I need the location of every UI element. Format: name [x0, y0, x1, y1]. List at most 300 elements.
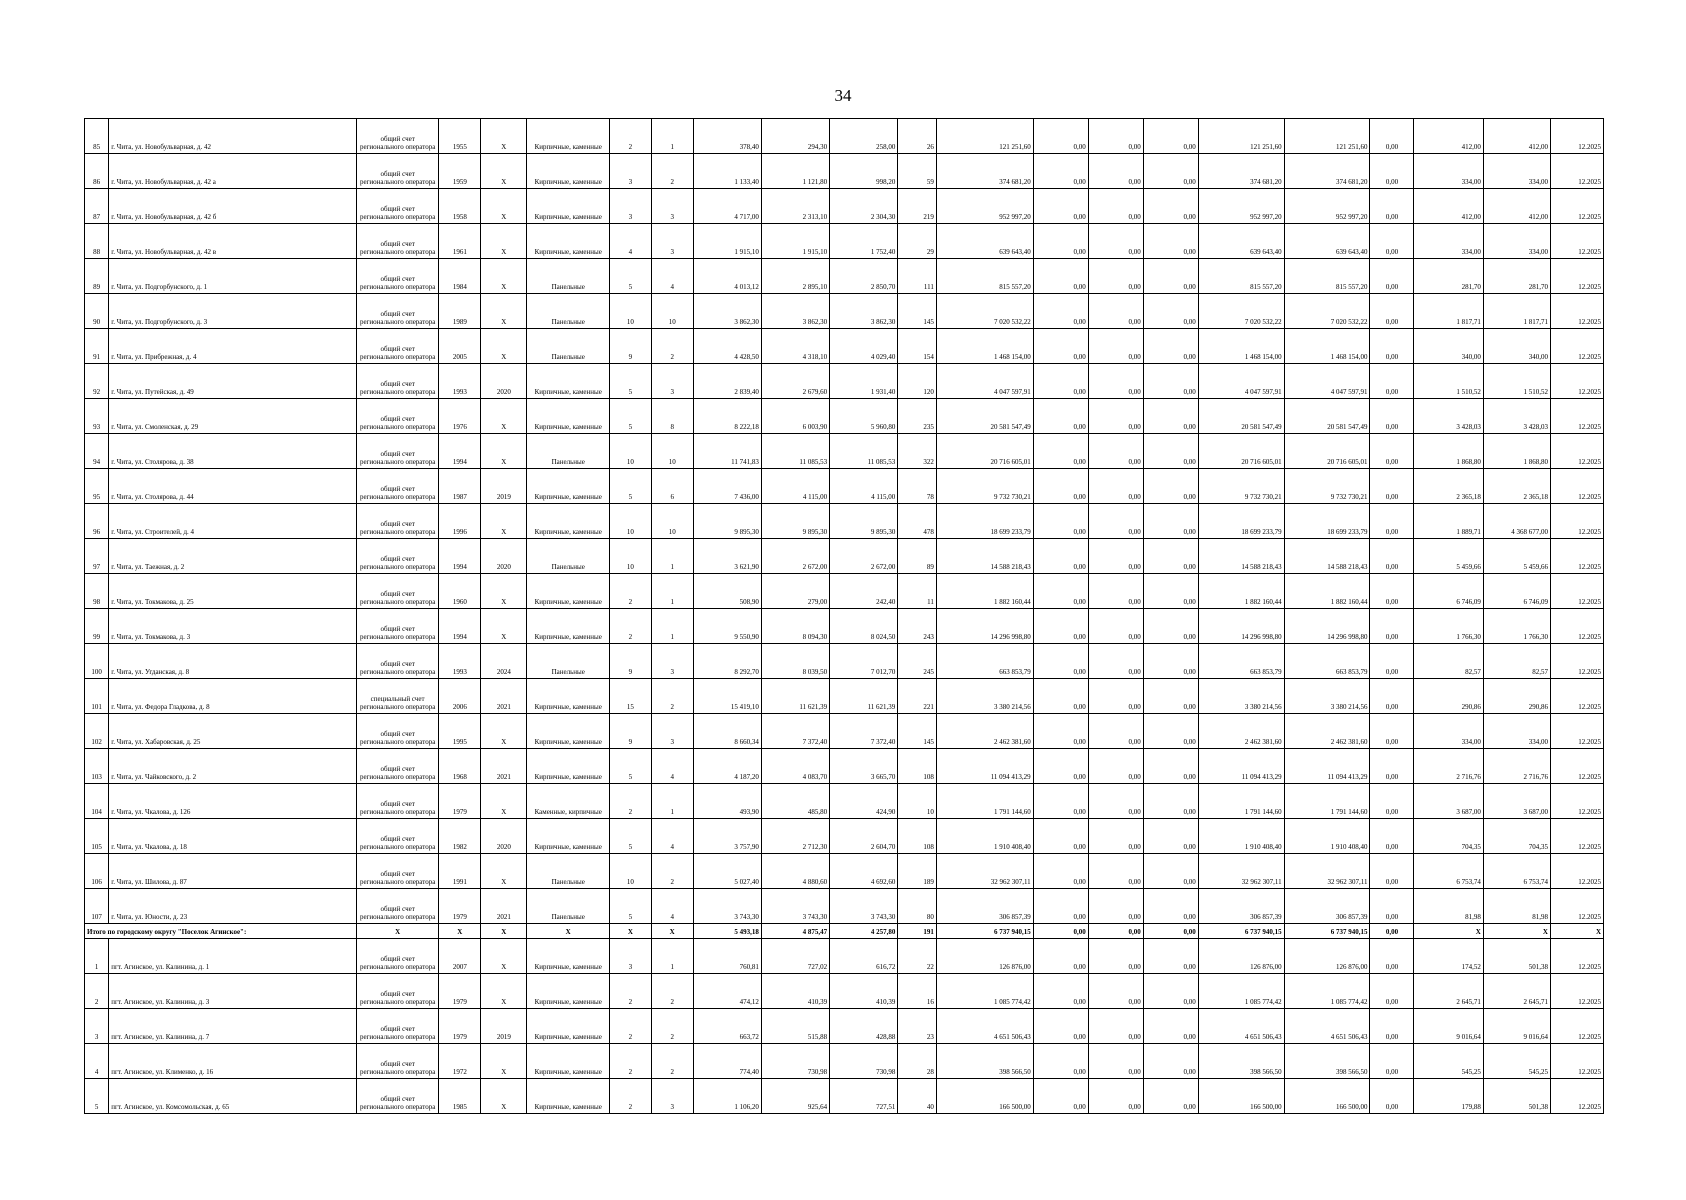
cell-unit-max: 3 428,03 [1483, 399, 1550, 434]
cell-f5: 126 876,00 [1284, 939, 1370, 974]
cell-f5: 306 857,39 [1284, 889, 1370, 924]
cell-unit-cost: 545,25 [1414, 1044, 1483, 1079]
cell-f4: 32 962 307,11 [1198, 854, 1284, 889]
cell-entrances: 1 [651, 784, 693, 819]
cell-area-total: 3 757,90 [693, 819, 761, 854]
cell-residents: 145 [898, 294, 937, 329]
table-row [85, 609, 1604, 644]
cell-f1: 0,00 [1033, 434, 1088, 469]
cell-unit-cost: 5 459,66 [1414, 539, 1483, 574]
cell-year-repair: X [481, 609, 527, 644]
cell-address: г. Чита, ул. Хабаровская, д. 25 [109, 714, 357, 749]
cell-entrances: 4 [651, 889, 693, 924]
cell-area-total: 1 915,10 [693, 224, 761, 259]
cell-f3: 0,00 [1143, 539, 1198, 574]
cell-area-a: 11 621,39 [761, 679, 829, 714]
cell-address: г. Чита, ул. Подгорбунского, д. 1 [109, 259, 357, 294]
cell-f1: 0,00 [1033, 504, 1088, 539]
cell-f2: 0,00 [1088, 819, 1143, 854]
cell-year-built: 1994 [439, 609, 481, 644]
cell-unit-max: 2 645,71 [1483, 974, 1550, 1009]
cell-account: общий счет регионального оператора [356, 294, 439, 329]
cell-deadline: 12.2025 [1550, 294, 1603, 329]
cell-area-b: 9 895,30 [830, 504, 898, 539]
cell-year-built: 1959 [439, 154, 481, 189]
cell-f6: 0,00 [1370, 364, 1414, 399]
cell-address: г. Чита, ул. Новобульварная, д. 42 б [109, 189, 357, 224]
cell-area-b: 7 372,40 [830, 714, 898, 749]
cell-account: общий счет регионального оператора [356, 644, 439, 679]
cell-f5: 4 651 506,43 [1284, 1009, 1370, 1044]
cell-f3: 0,00 [1143, 294, 1198, 329]
cell-floors: 10 [609, 504, 651, 539]
table-row [85, 399, 1604, 434]
total-cell-f3: 0,00 [1143, 924, 1198, 939]
cell-material: Кирпичные, каменные [527, 749, 610, 784]
cell-area-total: 493,90 [693, 784, 761, 819]
cell-account: специальный счет регионального оператора [356, 679, 439, 714]
cell-f2: 0,00 [1088, 434, 1143, 469]
total-cell-f2: 0,00 [1088, 924, 1143, 939]
cell-account: общий счет регионального оператора [356, 854, 439, 889]
cell-material: Кирпичные, каменные [527, 1079, 610, 1114]
cell-area-a: 4 880,60 [761, 854, 829, 889]
cell-f4: 14 296 998,80 [1198, 609, 1284, 644]
cell-area-b: 428,88 [830, 1009, 898, 1044]
cell-cost-total: 7 020 532,22 [936, 294, 1033, 329]
cell-f6: 0,00 [1370, 854, 1414, 889]
cell-year-repair: X [481, 259, 527, 294]
cell-unit-max: 334,00 [1483, 714, 1550, 749]
cell-f5: 11 094 413,29 [1284, 749, 1370, 784]
cell-address: г. Чита, ул. Токмакова, д. 25 [109, 574, 357, 609]
cell-residents: 40 [898, 1079, 937, 1114]
cell-f2: 0,00 [1088, 294, 1143, 329]
cell-address: г. Чита, ул. Подгорбунского, д. 3 [109, 294, 357, 329]
cell-residents: 219 [898, 189, 937, 224]
cell-address: пгт. Агинское, ул. Калинина, д. 7 [109, 1009, 357, 1044]
table-row [85, 854, 1604, 889]
cell-f3: 0,00 [1143, 399, 1198, 434]
cell-f4: 306 857,39 [1198, 889, 1284, 924]
cell-floors: 2 [609, 574, 651, 609]
cell-entrances: 10 [651, 434, 693, 469]
cell-residents: 145 [898, 714, 937, 749]
cell-account: общий счет регионального оператора [356, 889, 439, 924]
cell-year-built: 1985 [439, 1079, 481, 1114]
cell-f2: 0,00 [1088, 504, 1143, 539]
cell-year-built: 1979 [439, 889, 481, 924]
cell-f5: 14 296 998,80 [1284, 609, 1370, 644]
cell-f6: 0,00 [1370, 644, 1414, 679]
cell-f4: 1 882 160,44 [1198, 574, 1284, 609]
cell-f6: 0,00 [1370, 154, 1414, 189]
cell-year-built: 1994 [439, 434, 481, 469]
cell-f2: 0,00 [1088, 329, 1143, 364]
cell-material: Кирпичные, каменные [527, 714, 610, 749]
cell-account: общий счет регионального оператора [356, 749, 439, 784]
cell-deadline: 12.2025 [1550, 1079, 1603, 1114]
cell-f2: 0,00 [1088, 574, 1143, 609]
cell-area-total: 8 292,70 [693, 644, 761, 679]
total-cell-f1: 0,00 [1033, 924, 1088, 939]
cell-address: г. Чита, ул. Шилова, д. 87 [109, 854, 357, 889]
cell-entrances: 1 [651, 119, 693, 154]
cell-unit-cost: 1 817,71 [1414, 294, 1483, 329]
cell-entrances: 1 [651, 939, 693, 974]
cell-floors: 2 [609, 974, 651, 1009]
cell-material: Кирпичные, каменные [527, 574, 610, 609]
table-row [85, 939, 1604, 974]
cell-f2: 0,00 [1088, 939, 1143, 974]
cell-f6: 0,00 [1370, 1044, 1414, 1079]
table-body [85, 119, 1604, 1114]
cell-area-total: 2 839,40 [693, 364, 761, 399]
table-row [85, 189, 1604, 224]
cell-f6: 0,00 [1370, 504, 1414, 539]
cell-year-built: 1955 [439, 119, 481, 154]
cell-f1: 0,00 [1033, 749, 1088, 784]
cell-f5: 9 732 730,21 [1284, 469, 1370, 504]
cell-residents: 59 [898, 154, 937, 189]
cell-floors: 5 [609, 749, 651, 784]
cell-f4: 4 047 597,91 [1198, 364, 1284, 399]
cell-f1: 0,00 [1033, 784, 1088, 819]
cell-f6: 0,00 [1370, 819, 1414, 854]
cell-account: общий счет регионального оператора [356, 974, 439, 1009]
cell-floors: 5 [609, 469, 651, 504]
cell-year-repair: 2020 [481, 364, 527, 399]
cell-area-total: 4 717,00 [693, 189, 761, 224]
cell-account: общий счет регионального оператора [356, 259, 439, 294]
cell-year-built: 1960 [439, 574, 481, 609]
cell-area-total: 15 419,10 [693, 679, 761, 714]
cell-floors: 2 [609, 609, 651, 644]
cell-cost-total: 398 566,50 [936, 1044, 1033, 1079]
cell-cost-total: 11 094 413,29 [936, 749, 1033, 784]
cell-area-a: 1 915,10 [761, 224, 829, 259]
total-cell-f6: 0,00 [1370, 924, 1414, 939]
cell-deadline: 12.2025 [1550, 679, 1603, 714]
cell-unit-max: 501,38 [1483, 1079, 1550, 1114]
cell-unit-max: 9 016,64 [1483, 1009, 1550, 1044]
cell-f5: 952 997,20 [1284, 189, 1370, 224]
cell-year-built: 1987 [439, 469, 481, 504]
cell-area-a: 1 121,80 [761, 154, 829, 189]
cell-f2: 0,00 [1088, 854, 1143, 889]
cell-address: г. Чита, ул. Чайковского, д. 2 [109, 749, 357, 784]
cell-unit-max: 1 868,80 [1483, 434, 1550, 469]
cell-material: Кирпичные, каменные [527, 469, 610, 504]
cell-address: пгт. Агинское, ул. Калинина, д. 1 [109, 939, 357, 974]
cell-material: Кирпичные, каменные [527, 154, 610, 189]
cell-entrances: 3 [651, 224, 693, 259]
cell-residents: 154 [898, 329, 937, 364]
cell-area-total: 5 027,40 [693, 854, 761, 889]
cell-f4: 374 681,20 [1198, 154, 1284, 189]
cell-unit-max: 6 746,09 [1483, 574, 1550, 609]
cell-account: общий счет регионального оператора [356, 539, 439, 574]
cell-f5: 374 681,20 [1284, 154, 1370, 189]
cell-unit-cost: 1 766,30 [1414, 609, 1483, 644]
cell-material: Панельные [527, 294, 610, 329]
cell-address: г. Чита, ул. Смоленская, д. 29 [109, 399, 357, 434]
cell-year-repair: X [481, 154, 527, 189]
cell-n: 1 [85, 939, 109, 974]
total-cell-deadline: X [1550, 924, 1603, 939]
cell-f4: 14 588 218,43 [1198, 539, 1284, 574]
cell-area-b: 424,90 [830, 784, 898, 819]
cell-area-total: 7 436,00 [693, 469, 761, 504]
cell-f1: 0,00 [1033, 609, 1088, 644]
cell-f3: 0,00 [1143, 329, 1198, 364]
cell-address: г. Чита, ул. Чкалова, д. 126 [109, 784, 357, 819]
cell-address: г. Чита, ул. Токмакова, д. 3 [109, 609, 357, 644]
cell-area-total: 8 222,18 [693, 399, 761, 434]
cell-f4: 9 732 730,21 [1198, 469, 1284, 504]
total-cell-area-total: 5 493,18 [693, 924, 761, 939]
cell-year-repair: X [481, 224, 527, 259]
cell-area-total: 4 428,50 [693, 329, 761, 364]
cell-f1: 0,00 [1033, 294, 1088, 329]
cell-year-repair: X [481, 1044, 527, 1079]
cell-year-repair: X [481, 574, 527, 609]
cell-area-b: 4 029,40 [830, 329, 898, 364]
cell-entrances: 4 [651, 819, 693, 854]
cell-deadline: 12.2025 [1550, 819, 1603, 854]
cell-f3: 0,00 [1143, 1044, 1198, 1079]
cell-f4: 663 853,79 [1198, 644, 1284, 679]
cell-f6: 0,00 [1370, 749, 1414, 784]
cell-f5: 815 557,20 [1284, 259, 1370, 294]
cell-cost-total: 20 581 547,49 [936, 399, 1033, 434]
cell-n: 93 [85, 399, 109, 434]
cell-area-b: 410,39 [830, 974, 898, 1009]
cell-f4: 639 643,40 [1198, 224, 1284, 259]
cell-year-built: 1991 [439, 854, 481, 889]
cell-unit-max: 290,86 [1483, 679, 1550, 714]
cell-f1: 0,00 [1033, 399, 1088, 434]
cell-f1: 0,00 [1033, 189, 1088, 224]
table-row [85, 784, 1604, 819]
cell-area-a: 4 115,00 [761, 469, 829, 504]
cell-address: г. Чита, ул. Прибрежная, д. 4 [109, 329, 357, 364]
cell-unit-max: 334,00 [1483, 224, 1550, 259]
cell-year-built: 1979 [439, 974, 481, 1009]
cell-material: Кирпичные, каменные [527, 1044, 610, 1079]
cell-f6: 0,00 [1370, 714, 1414, 749]
table-row [85, 644, 1604, 679]
cell-area-a: 3 862,30 [761, 294, 829, 329]
cell-f5: 20 581 547,49 [1284, 399, 1370, 434]
total-cell-area-b: 4 257,80 [830, 924, 898, 939]
cell-entrances: 2 [651, 329, 693, 364]
cell-area-b: 7 012,70 [830, 644, 898, 679]
cell-year-repair: X [481, 189, 527, 224]
cell-year-repair: X [481, 294, 527, 329]
cell-entrances: 3 [651, 644, 693, 679]
total-cell-year-repair: X [481, 924, 527, 939]
cell-entrances: 2 [651, 154, 693, 189]
cell-year-built: 1982 [439, 819, 481, 854]
cell-deadline: 12.2025 [1550, 189, 1603, 224]
cell-unit-cost: 334,00 [1414, 714, 1483, 749]
cell-cost-total: 18 699 233,79 [936, 504, 1033, 539]
cell-area-b: 5 960,80 [830, 399, 898, 434]
table-row [85, 1079, 1604, 1114]
cell-unit-cost: 1 510,52 [1414, 364, 1483, 399]
cell-area-b: 3 862,30 [830, 294, 898, 329]
cell-address: пгт. Агинское, ул. Клименко, д. 16 [109, 1044, 357, 1079]
cell-account: общий счет регионального оператора [356, 1079, 439, 1114]
total-cell-account: X [356, 924, 439, 939]
cell-area-total: 508,90 [693, 574, 761, 609]
cell-f6: 0,00 [1370, 434, 1414, 469]
cell-address: г. Чита, ул. Столярова, д. 44 [109, 469, 357, 504]
cell-f2: 0,00 [1088, 644, 1143, 679]
cell-f4: 4 651 506,43 [1198, 1009, 1284, 1044]
cell-f5: 18 699 233,79 [1284, 504, 1370, 539]
cell-entrances: 1 [651, 574, 693, 609]
table-row [85, 1009, 1604, 1044]
cell-cost-total: 14 296 998,80 [936, 609, 1033, 644]
cell-f2: 0,00 [1088, 749, 1143, 784]
cell-account: общий счет регионального оператора [356, 189, 439, 224]
cell-year-repair: X [481, 854, 527, 889]
cell-f3: 0,00 [1143, 259, 1198, 294]
cell-unit-max: 501,38 [1483, 939, 1550, 974]
cell-cost-total: 1 085 774,42 [936, 974, 1033, 1009]
cell-area-total: 760,81 [693, 939, 761, 974]
cell-f1: 0,00 [1033, 1079, 1088, 1114]
total-cell-unit-max: X [1483, 924, 1550, 939]
cell-unit-max: 3 687,00 [1483, 784, 1550, 819]
total-cell-f5: 6 737 940,15 [1284, 924, 1370, 939]
cell-f1: 0,00 [1033, 469, 1088, 504]
cell-area-total: 9 550,90 [693, 609, 761, 644]
cell-n: 92 [85, 364, 109, 399]
cell-f6: 0,00 [1370, 259, 1414, 294]
cell-area-b: 11 085,53 [830, 434, 898, 469]
cell-account: общий счет регионального оператора [356, 434, 439, 469]
cell-floors: 2 [609, 1079, 651, 1114]
cell-f1: 0,00 [1033, 364, 1088, 399]
cell-area-b: 616,72 [830, 939, 898, 974]
cell-unit-max: 334,00 [1483, 154, 1550, 189]
cell-n: 88 [85, 224, 109, 259]
cell-f4: 952 997,20 [1198, 189, 1284, 224]
cell-year-repair: 2021 [481, 679, 527, 714]
cell-unit-cost: 174,52 [1414, 939, 1483, 974]
cell-residents: 29 [898, 224, 937, 259]
table-row [85, 714, 1604, 749]
cell-deadline: 12.2025 [1550, 644, 1603, 679]
cell-year-repair: X [481, 974, 527, 1009]
cell-f3: 0,00 [1143, 679, 1198, 714]
cell-n: 89 [85, 259, 109, 294]
cell-year-built: 1976 [439, 399, 481, 434]
cell-area-a: 4 083,70 [761, 749, 829, 784]
cell-f3: 0,00 [1143, 574, 1198, 609]
cell-residents: 322 [898, 434, 937, 469]
cell-f3: 0,00 [1143, 854, 1198, 889]
cell-deadline: 12.2025 [1550, 154, 1603, 189]
cell-unit-cost: 1 868,80 [1414, 434, 1483, 469]
cell-residents: 478 [898, 504, 937, 539]
cell-account: общий счет регионального оператора [356, 939, 439, 974]
cell-unit-max: 340,00 [1483, 329, 1550, 364]
cell-area-a: 2 895,10 [761, 259, 829, 294]
cell-year-built: 1989 [439, 294, 481, 329]
cell-floors: 5 [609, 399, 651, 434]
cell-area-b: 4 115,00 [830, 469, 898, 504]
cell-f3: 0,00 [1143, 469, 1198, 504]
cell-unit-cost: 2 645,71 [1414, 974, 1483, 1009]
cell-unit-cost: 334,00 [1414, 224, 1483, 259]
cell-floors: 9 [609, 329, 651, 364]
cell-deadline: 12.2025 [1550, 784, 1603, 819]
cell-area-a: 6 003,90 [761, 399, 829, 434]
cell-material: Кирпичные, каменные [527, 119, 610, 154]
cell-cost-total: 9 732 730,21 [936, 469, 1033, 504]
cell-f5: 14 588 218,43 [1284, 539, 1370, 574]
cell-entrances: 2 [651, 1044, 693, 1079]
cell-cost-total: 663 853,79 [936, 644, 1033, 679]
cell-floors: 4 [609, 224, 651, 259]
cell-area-a: 2 712,30 [761, 819, 829, 854]
cell-cost-total: 121 251,60 [936, 119, 1033, 154]
cell-area-b: 1 752,40 [830, 224, 898, 259]
cell-f1: 0,00 [1033, 714, 1088, 749]
cell-f2: 0,00 [1088, 154, 1143, 189]
cell-unit-cost: 82,57 [1414, 644, 1483, 679]
cell-area-b: 998,20 [830, 154, 898, 189]
cell-year-built: 2007 [439, 939, 481, 974]
cell-account: общий счет регионального оператора [356, 399, 439, 434]
cell-deadline: 12.2025 [1550, 399, 1603, 434]
cell-address: г. Чита, ул. Новобульварная, д. 42 в [109, 224, 357, 259]
cell-cost-total: 2 462 381,60 [936, 714, 1033, 749]
cell-area-a: 2 672,00 [761, 539, 829, 574]
cell-cost-total: 952 997,20 [936, 189, 1033, 224]
cell-n: 99 [85, 609, 109, 644]
cell-area-a: 7 372,40 [761, 714, 829, 749]
cell-f4: 20 716 605,01 [1198, 434, 1284, 469]
cell-n: 4 [85, 1044, 109, 1079]
cell-material: Кирпичные, каменные [527, 399, 610, 434]
cell-year-built: 1995 [439, 714, 481, 749]
cell-address: г. Чита, ул. Строителей, д. 4 [109, 504, 357, 539]
cell-unit-max: 2 365,18 [1483, 469, 1550, 504]
cell-area-total: 9 895,30 [693, 504, 761, 539]
cell-year-built: 1996 [439, 504, 481, 539]
cell-material: Кирпичные, каменные [527, 504, 610, 539]
cell-unit-max: 1 817,71 [1483, 294, 1550, 329]
cell-f5: 1 085 774,42 [1284, 974, 1370, 1009]
cell-area-total: 1 133,40 [693, 154, 761, 189]
cell-cost-total: 4 047 597,91 [936, 364, 1033, 399]
cell-entrances: 3 [651, 714, 693, 749]
cell-deadline: 12.2025 [1550, 974, 1603, 1009]
cell-area-a: 279,00 [761, 574, 829, 609]
cell-material: Панельные [527, 889, 610, 924]
table-row [85, 434, 1604, 469]
cell-floors: 2 [609, 1044, 651, 1079]
cell-f2: 0,00 [1088, 364, 1143, 399]
cell-area-b: 3 743,30 [830, 889, 898, 924]
cell-deadline: 12.2025 [1550, 714, 1603, 749]
cell-f5: 1 791 144,60 [1284, 784, 1370, 819]
